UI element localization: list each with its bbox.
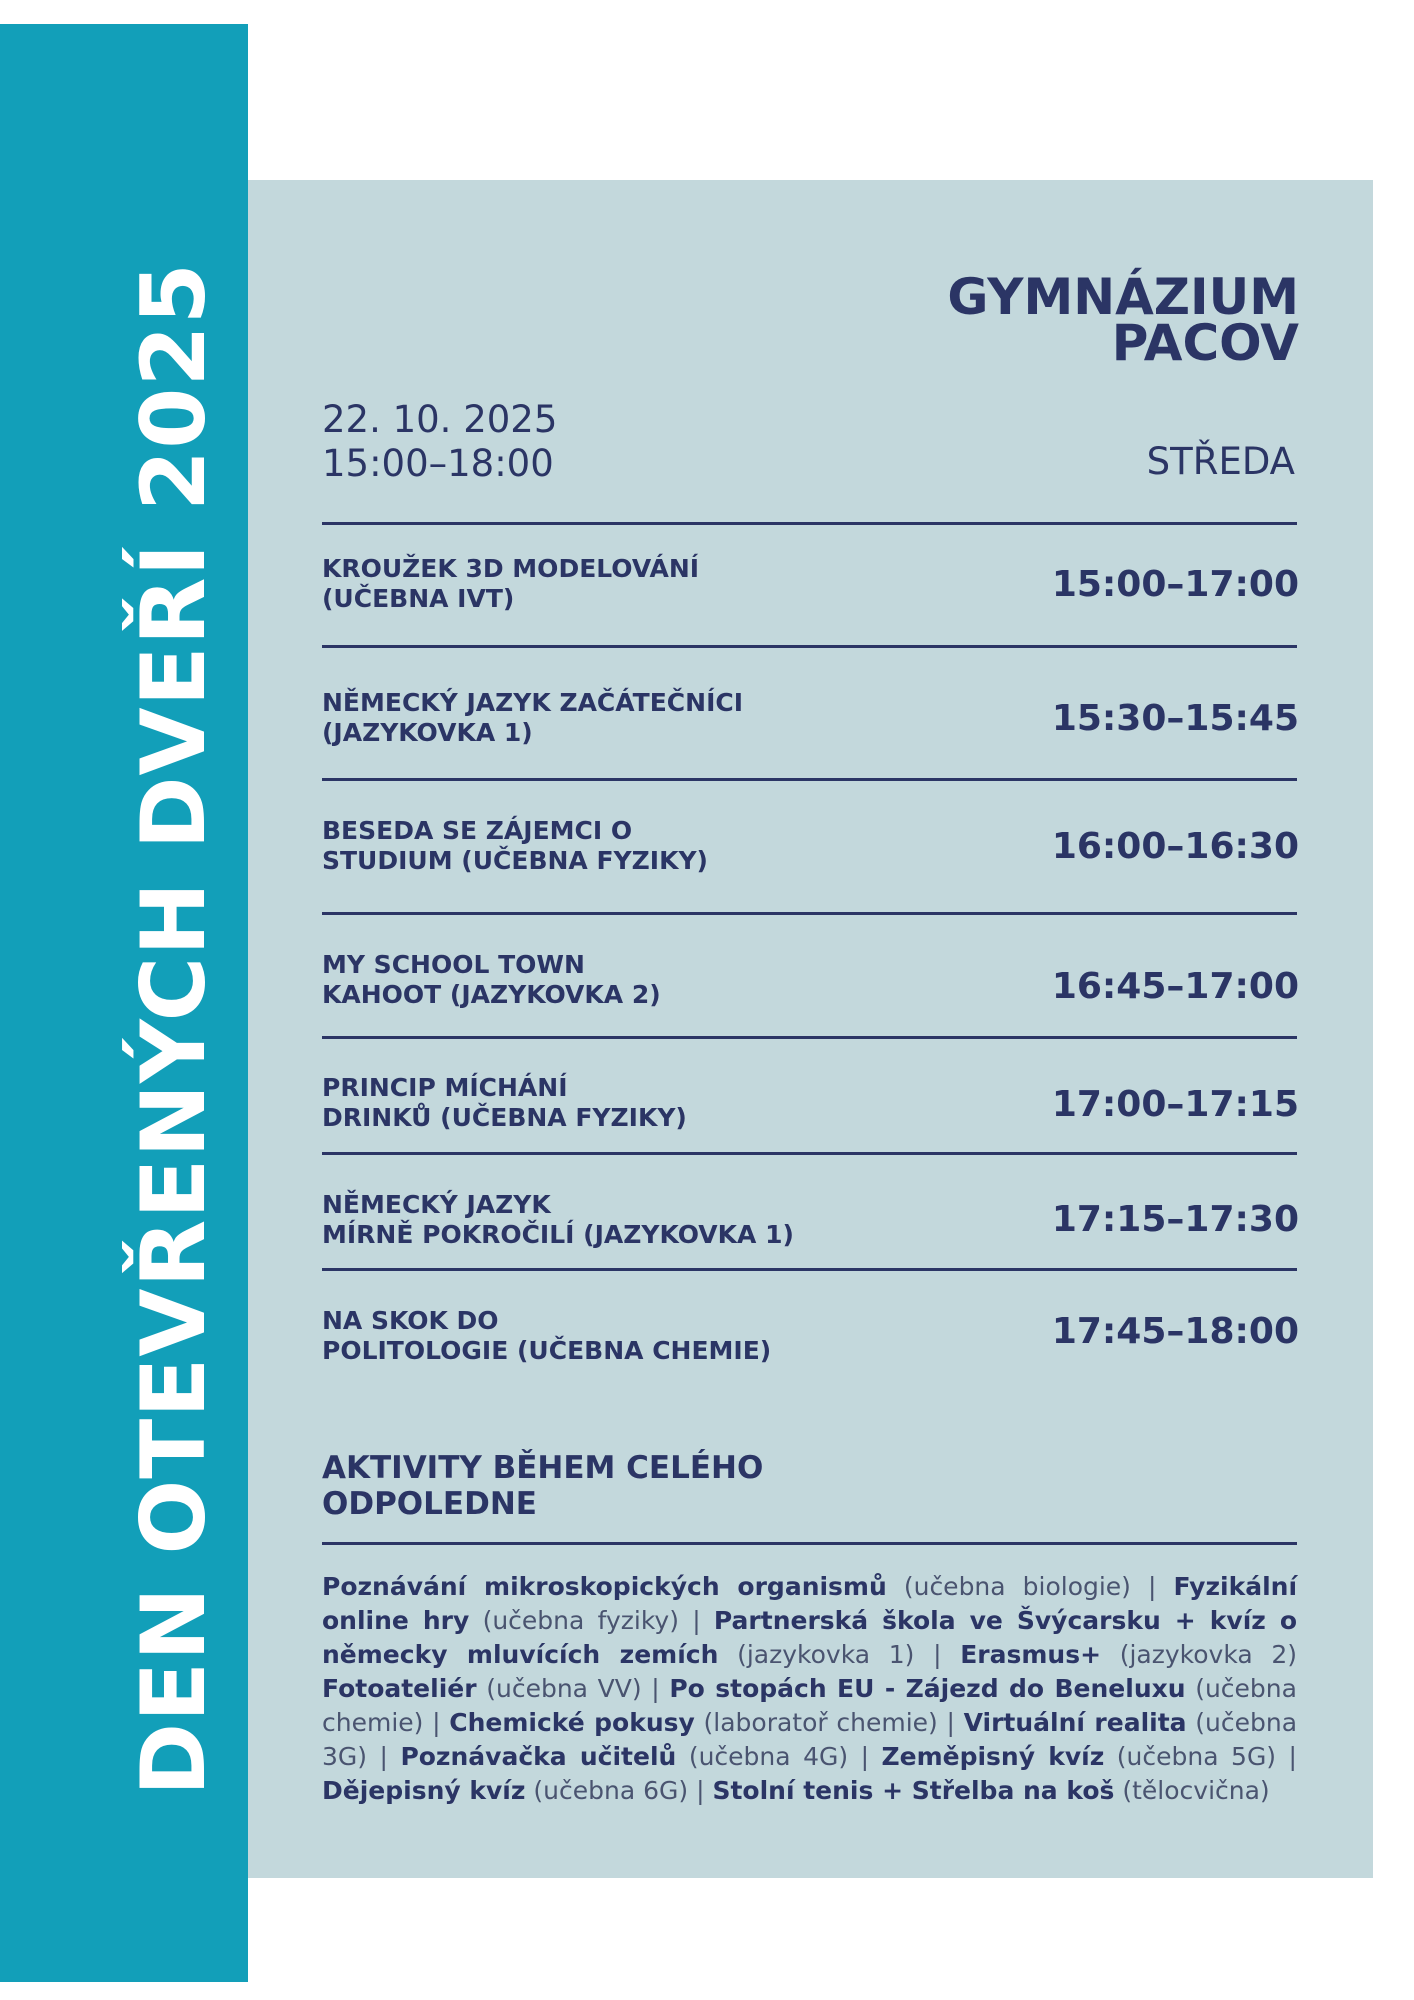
divider xyxy=(322,522,1297,525)
activity-place: (učebna biologie) xyxy=(903,1572,1131,1601)
activity-place: (učebna VV) xyxy=(486,1674,642,1703)
divider xyxy=(322,778,1297,781)
activity-name: Chemické pokusy xyxy=(449,1708,695,1737)
program-item-label xyxy=(322,1306,1012,1366)
schedule-card xyxy=(248,180,1373,1878)
divider xyxy=(322,1036,1297,1039)
activity-name: Fotoateliér xyxy=(322,1674,477,1703)
event-title: DEN OTEVŘENÝCH DVEŘÍ 2025 xyxy=(122,262,225,1796)
divider xyxy=(322,1542,1297,1545)
activity-name: Dějepisný kvíz xyxy=(322,1776,526,1805)
activity-place: (jazykovka 2) xyxy=(1119,1640,1298,1669)
activity-name: Fyzikální online hry xyxy=(322,1572,1298,1635)
event-weekday: STŘEDA xyxy=(1146,440,1295,483)
activity-name: Virtuální realita xyxy=(963,1708,1187,1737)
program-item-time: 15:00–17:00 xyxy=(1051,564,1299,605)
program-item-line: NĚMECKÝ JAZYK xyxy=(322,1190,551,1219)
activity-name: Poznávání mikroskopických organismů xyxy=(322,1572,887,1601)
activity-name: Stolní tenis + Střelba na koš xyxy=(712,1776,1115,1805)
activities-list: Poznávání mikroskopických organismů (učebna biologie) | Fyzikální online hry (učebna fyziky) | Partnerská škola ve Švýcarsku + kvíz o německy mluvících zemích (jazykovka 1) | Erasmus+ (jazykovka 2) Fotoateliér (učebna VV) | Po stopách EU - Zájezd do Beneluxu (učebna chemie) | Chemické pokusy (laboratoř chemie) | Virtuální realita (učebna 3G) | Poznávačka učitelů (učebna 4G) | Zeměpisný kvíz (učebna 5G) | Dějepisný kvíz (učebna 6G) | Stolní tenis + Střelba na koš (tělocvična) xyxy=(322,1572,1298,1805)
activities-heading-line: ODPOLEDNE xyxy=(322,1486,537,1522)
program-item-line: (JAZYKOVKA 1) xyxy=(322,718,533,747)
activity-place: (učebna 5G) xyxy=(1116,1742,1277,1771)
activity-name: Poznávačka učitelů xyxy=(400,1742,677,1771)
event-time: 15:00–18:00 xyxy=(322,442,554,485)
program-item-time: 17:45–18:00 xyxy=(1051,1311,1299,1352)
program-item-line: STUDIUM (UČEBNA FYZIKY) xyxy=(322,846,708,875)
program-item-line: (UČEBNA IVT) xyxy=(322,584,515,613)
activity-name: Erasmus+ xyxy=(960,1640,1102,1669)
activity-place: (učebna 6G) xyxy=(533,1776,689,1805)
activity-place: (učebna chemie) xyxy=(322,1674,1297,1737)
program-item-label xyxy=(322,816,1012,876)
activity-place: (učebna 4G) xyxy=(688,1742,849,1771)
program-item-line: MY SCHOOL TOWN xyxy=(322,950,585,979)
divider xyxy=(322,912,1297,915)
program-item-line: MÍRNĚ POKROČILÍ (JAZYKOVKA 1) xyxy=(322,1220,794,1249)
program-item-label xyxy=(322,688,1012,748)
program-item-time: 16:00–16:30 xyxy=(1051,826,1299,867)
activity-place: (učebna fyziky) xyxy=(482,1606,679,1635)
program-item-line: PRINCIP MÍCHÁNÍ xyxy=(322,1073,568,1102)
program-item-label xyxy=(322,1073,1012,1133)
program-item-time: 15:30–15:45 xyxy=(1051,698,1299,739)
program-item-line: POLITOLOGIE (UČEBNA CHEMIE) xyxy=(322,1336,772,1365)
program-item-label xyxy=(322,1190,1012,1250)
school-name-line-1: GYMNÁZIUM xyxy=(947,268,1299,326)
school-name-line-2: PACOV xyxy=(1111,314,1299,372)
activity-name: Zeměpisný kvíz xyxy=(881,1742,1105,1771)
program-item-line: KROUŽEK 3D MODELOVÁNÍ xyxy=(322,554,700,583)
activity-place: (učebna 3G) xyxy=(322,1708,1298,1771)
program-item-line: NA SKOK DO xyxy=(322,1306,499,1335)
activity-name: Po stopách EU - Zájezd do Beneluxu xyxy=(669,1674,1186,1703)
school-name xyxy=(947,268,1299,372)
divider xyxy=(322,645,1297,648)
program-item-label xyxy=(322,950,1012,1010)
activity-name: Partnerská škola ve Švýcarsku + kvíz o německy mluvících zemích xyxy=(322,1606,1297,1669)
divider xyxy=(322,1268,1297,1271)
activities-heading-line: AKTIVITY BĚHEM CELÉHO xyxy=(322,1450,764,1486)
activity-place: (tělocvična) xyxy=(1122,1776,1270,1805)
activity-place: (jazykovka 1) xyxy=(737,1640,915,1669)
program-item-label xyxy=(322,554,1012,614)
program-item-time: 17:00–17:15 xyxy=(1051,1084,1299,1125)
program-item-line: NĚMECKÝ JAZYK ZAČÁTEČNÍCI xyxy=(322,688,744,717)
program-item-time: 17:15–17:30 xyxy=(1051,1199,1299,1240)
program-item-time: 16:45–17:00 xyxy=(1051,966,1299,1007)
activity-place: (laboratoř chemie) xyxy=(703,1708,938,1737)
program-item-line: BESEDA SE ZÁJEMCI O xyxy=(322,816,633,845)
program-item-line: DRINKŮ (UČEBNA FYZIKY) xyxy=(322,1103,687,1132)
activities-heading xyxy=(322,1450,1022,1522)
divider xyxy=(322,1152,1297,1155)
program-item-line: KAHOOT (JAZYKOVKA 2) xyxy=(322,980,661,1009)
event-date: 22. 10. 2025 xyxy=(322,398,558,441)
